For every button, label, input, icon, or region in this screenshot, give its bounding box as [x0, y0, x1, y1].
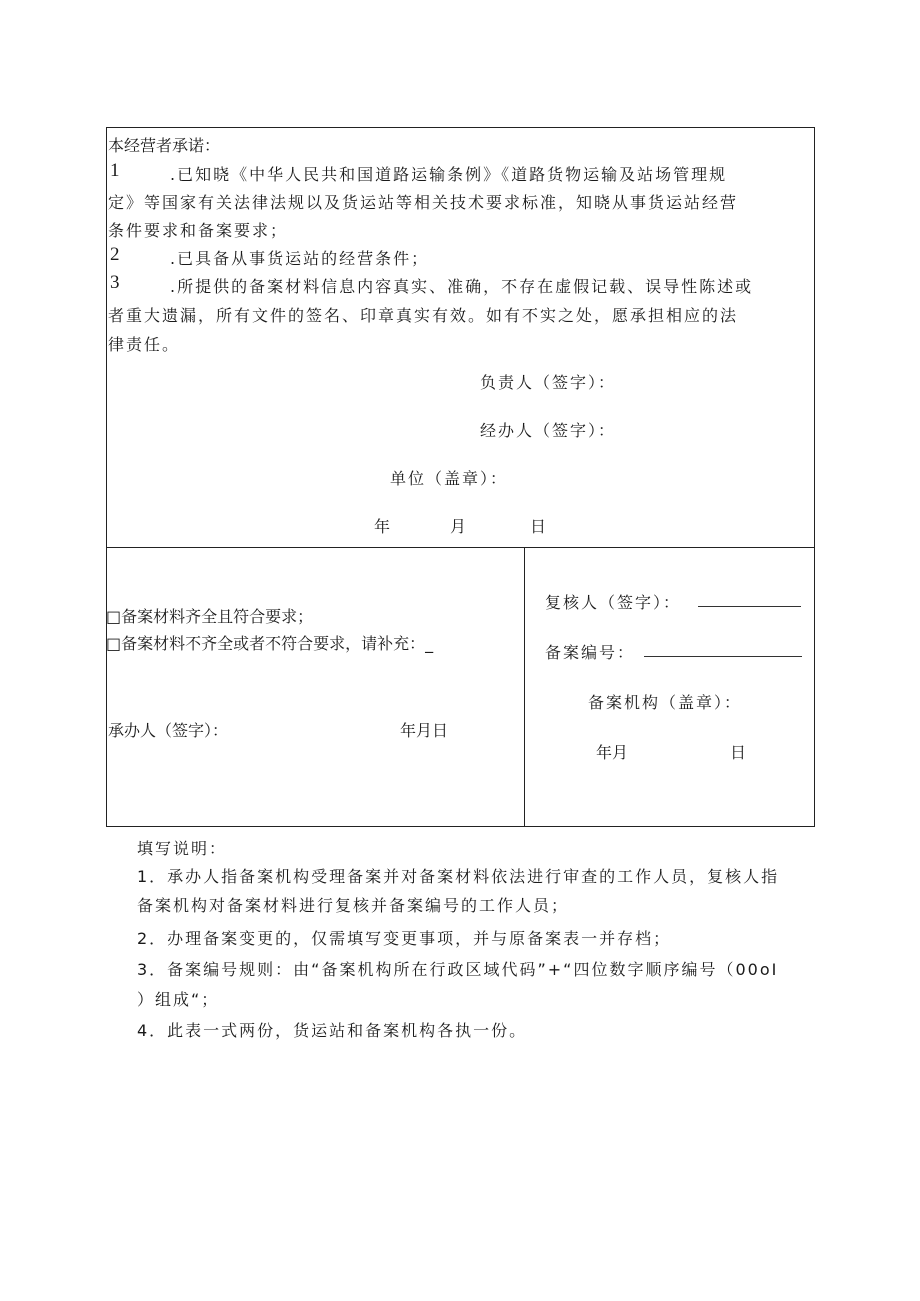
note-3-line1: 3．备案编号规则：由“备案机构所在行政区域代码”+“四位数字顺序编号（00oI [137, 960, 779, 979]
note-2: 2．办理备案变更的，仅需填写变更事项，并与原备案表一并存档； [137, 929, 672, 948]
reviewer-signature-label: 复核人（签字）： [545, 593, 682, 612]
agency-date-day: 日 [730, 743, 747, 762]
principal-signature-label: 负责人（签字）： [480, 373, 617, 392]
notes-title: 填写说明： [137, 839, 228, 858]
note-4: 4．此表一式两份，货运站和备案机构各执一份。 [137, 1021, 528, 1040]
pledge-date-day: 日 [530, 517, 547, 536]
reviewer-signature-line[interactable] [698, 606, 801, 607]
pledge-item2-line1: .已具备从事货运站的经营条件； [170, 249, 430, 268]
pledge-item1-line1: .已知晓《中华人民共和国道路运输条例》《道路货物运输及站场管理规 [170, 165, 728, 184]
pledge-title: 本经营者承诺： [108, 136, 221, 155]
undertaker-signature-label: 承办人（签字）： [108, 721, 229, 740]
unit-seal-label: 单位（盖章）： [390, 469, 509, 488]
pledge-item3-line3: 律责任。 [108, 335, 181, 354]
review-right-section [524, 547, 815, 827]
agency-seal-label: 备案机构（盖章）： [588, 693, 743, 712]
note-1-line1: 1．承办人指备案机构受理备案并对备案材料依法进行审查的工作人员，复核人指 [137, 867, 780, 886]
record-number-line[interactable] [644, 656, 802, 657]
pledge-item3-line1: .所提供的备案材料信息内容真实、准确，不存在虚假记载、误导性陈述或 [170, 277, 754, 296]
pledge-item2-number: 2 [110, 244, 120, 265]
note-3-line2: ）组成“； [137, 990, 220, 1009]
record-number-label: 备案编号： [545, 643, 636, 662]
undertaker-date: 年月日 [400, 721, 449, 740]
pledge-date-year: 年 [374, 517, 391, 536]
review-left-section [106, 547, 525, 827]
pledge-item3-line2: 者重大遗漏，所有文件的签名、印章真实有效。如有不实之处，愿承担相应的法 [108, 306, 739, 325]
pledge-item3-number: 3 [110, 272, 120, 293]
pledge-item1-line2: 定》等国家有关法律法规以及货运站等相关技术要求标准，知晓从事货运站经营 [108, 193, 739, 212]
check-materials-incomplete[interactable]: □备案材料不齐全或者不符合要求，请补充：_ [106, 634, 434, 653]
agency-date-year-month: 年月 [596, 743, 629, 762]
pledge-date-month: 月 [450, 517, 467, 536]
note-1-line2: 备案机构对备案材料进行复核并备案编号的工作人员； [137, 896, 570, 915]
handler-signature-label: 经办人（签字）： [480, 421, 617, 440]
pledge-item1-line3: 条件要求和备案要求； [108, 221, 289, 240]
check-materials-complete[interactable]: □备案材料齐全且符合要求； [106, 607, 314, 626]
pledge-item1-number: 1 [110, 160, 120, 181]
